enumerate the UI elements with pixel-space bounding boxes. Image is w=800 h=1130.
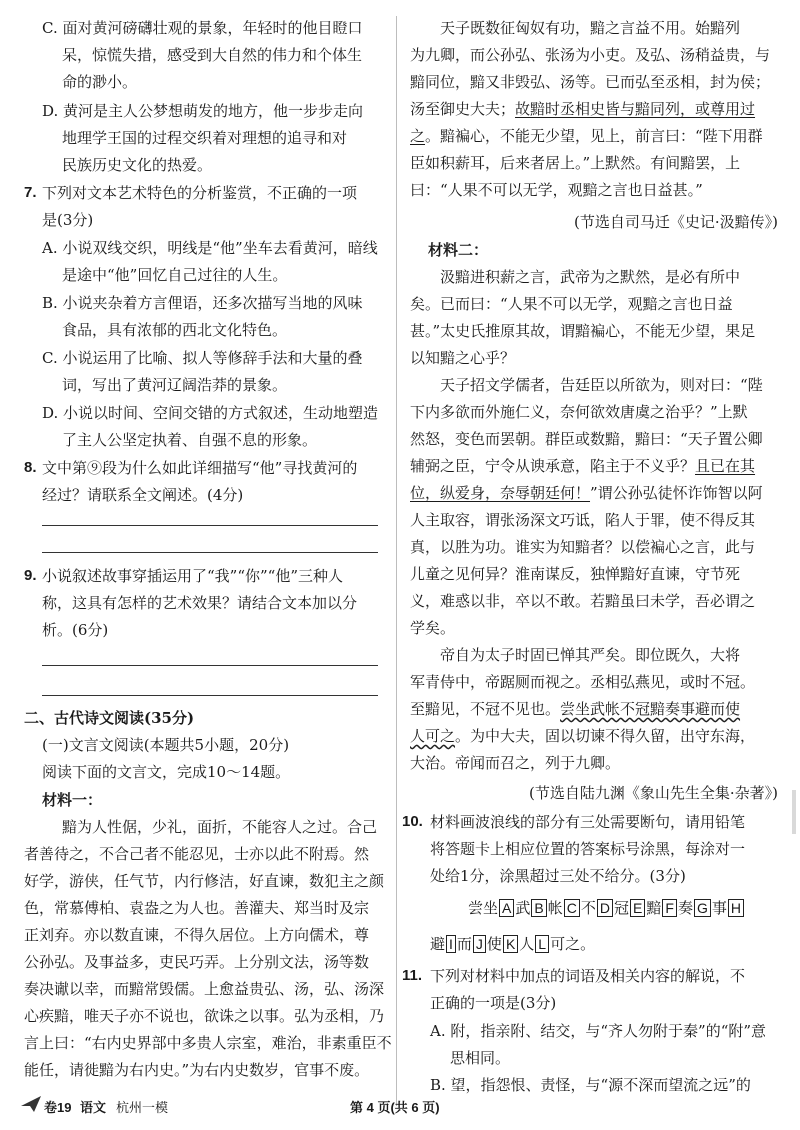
classical-text-line: 黯为人性倨，少礼，面折，不能容人之过。合己	[62, 818, 378, 836]
page-number: 第 4 页(共 6 页)	[350, 1100, 440, 1115]
classical-text-line	[410, 456, 755, 476]
break-option-box: D	[597, 899, 613, 917]
classical-text-line: 言上曰：“右内史界部中多贵人宗室，难治，非素重臣不	[24, 1034, 392, 1052]
text-fragment: 而	[456, 935, 472, 953]
q11-option-b-line-1: B. 望，指怨恨、责怪，与“源不深而望流之远”的	[430, 1076, 751, 1094]
text-fragment: 事	[711, 899, 727, 917]
question-9-number: 9.	[24, 567, 37, 584]
option-d-line-1: D. 黄河是主人公梦想萌发的地方，他一步步走向	[42, 102, 364, 120]
classical-text-line: 矣。已而曰：“人果不可以无学，观黯之言也日益	[410, 295, 733, 313]
break-options-row-1	[468, 898, 745, 918]
break-option-box: L	[535, 935, 549, 953]
question-10-line-3: 处给1分，涂黑超过三处不给分。(3分)	[430, 867, 686, 885]
section-2-heading: 二、古代诗文阅读(35分)	[24, 709, 195, 727]
option-c-line-2: 呆，惊慌失措，感受到大自然的伟力和个体生	[62, 46, 363, 64]
source-citation: (节选自陆九渊《象山先生全集·杂著》)	[529, 784, 778, 802]
underlined-sentence: 之	[410, 127, 426, 145]
exam-name: 杭州一模	[116, 1100, 169, 1115]
q7-option-a-line-1: A. 小说双线交织，明线是“他”坐车去看黄河，暗线	[42, 239, 378, 257]
text-segment: 辅弼之臣，宁令从谀承意，陷主于不义乎？	[410, 457, 696, 475]
break-option-box: H	[728, 899, 744, 917]
exam-badge: 卷19	[44, 1100, 72, 1115]
classical-text-line: 能任，请徙黯为右内史。”为右内史数岁，官事不废。	[24, 1061, 370, 1079]
break-option-box: F	[662, 899, 677, 917]
text-fragment: 避	[430, 935, 446, 953]
break-option-box: I	[446, 935, 456, 953]
classical-text-line: 然怒，变色而罢朝。群臣或数黯，黯曰：“天子置公卿	[410, 430, 763, 448]
break-option-box: E	[630, 899, 645, 917]
subsection-heading: (一)文言文阅读(本题共5小题，20分)	[42, 736, 290, 754]
answer-line	[42, 525, 378, 526]
answer-line	[42, 695, 378, 696]
break-option-box: G	[694, 899, 711, 917]
question-7-line-1: 下列对文本艺术特色的分析鉴赏，不正确的一项	[42, 184, 358, 202]
q7-option-c-line-2: 词，写出了黄河辽阔浩莽的景象。	[62, 376, 288, 394]
text-fragment: 奏	[677, 899, 693, 917]
text-fragment: 可之。	[550, 935, 596, 953]
question-11-line-2: 正确的一项是(3分)	[430, 994, 557, 1012]
break-option-box: K	[503, 935, 518, 953]
underlined-sentence: 位，纵爱身，奈辱朝廷何！	[410, 484, 591, 502]
q7-option-d-line-1: D. 小说以时间、空间交错的方式叙述，生动地塑造	[42, 404, 379, 422]
classical-text-line: 臣如积薪耳，后来者居上。”上默然。有间黯罢，上	[410, 154, 741, 172]
classical-text-line: 黯同位，黯又非毁弘、汤等。已而弘至丞相，封为侯；	[410, 73, 771, 91]
classical-text-line: 者善待之，不合己者不能忍见，士亦以此不附焉。然	[24, 845, 370, 863]
text-fragment: 黯	[646, 899, 662, 917]
text-segment: 汤至御史大夫；	[410, 100, 516, 118]
option-d-line-2: 地理学王国的过程交织着对理想的追寻和对	[62, 129, 348, 147]
classical-text-line: 奏决谳以幸，而黯常毁儒。上愈益贵弘、汤，弘、汤深	[24, 980, 385, 998]
question-9-line-1: 小说叙述故事穿插运用了“我”“你”“他”三种人	[42, 567, 344, 585]
text-fragment: 武	[515, 899, 531, 917]
classical-text-line	[410, 699, 740, 719]
classical-text-line: 为九卿，而公孙弘、张汤为小吏。及弘、汤稍益贵，与	[410, 46, 771, 64]
question-11-line-1: 下列对材料中加点的词语及相关内容的解说，不	[430, 967, 746, 985]
option-c-line-3: 命的渺小。	[62, 73, 138, 91]
underlined-sentence: 且已在其	[695, 457, 756, 475]
classical-text-line: 真，以胜为功。谁实为知黯者？以偿褊心之言，此与	[410, 538, 756, 556]
question-8-line-1: 文中第⑨段为什么如此详细描写“他”寻找黄河的	[42, 459, 358, 477]
q7-option-d-line-2: 了主人公坚定执着、自强不息的形象。	[62, 431, 318, 449]
classical-text-line: 曰：“人果不可以无学，观黯之言也日益甚。”	[410, 181, 703, 199]
classical-text-line: 以知黯之心乎？	[410, 349, 516, 367]
question-8-line-2: 经过？请联系全文阐述。(4分)	[42, 486, 244, 504]
classical-text-line	[410, 126, 763, 146]
subject-label: 语文	[80, 1100, 107, 1115]
classical-text-line: 好学，游侠，任气节，内行修洁，好直谏，数犯主之颜	[24, 872, 385, 890]
text-segment: 至黯见，不冠不见也。	[410, 700, 561, 718]
text-fragment: 尝坐	[468, 899, 499, 917]
question-7-number: 7.	[24, 184, 37, 201]
break-option-box: J	[473, 935, 486, 953]
text-segment: 。黯褊心，不能无少望，见上，前言曰：“陛下用群	[425, 127, 763, 145]
answer-line	[42, 552, 378, 553]
q11-option-a-line-1: A. 附，指亲附、结交，与“齐人勿附于秦”的“附”意	[430, 1022, 767, 1040]
reading-instruction: 阅读下面的文言文，完成10～14题。	[42, 763, 291, 781]
material-2-title: 材料二：	[428, 241, 489, 259]
question-11-number: 11.	[402, 967, 423, 984]
wavy-underlined-passage: 尝坐武帐不冠黯奏事避而使	[560, 700, 741, 718]
question-7-line-2: 是(3分)	[42, 211, 94, 229]
classical-text-line: 军青侍中，帝踞厕而视之。丞相弘燕见，或时不冠。	[410, 673, 756, 691]
scrollbar-thumb[interactable]	[792, 790, 796, 834]
paper-plane-icon	[20, 1094, 42, 1114]
classical-text-line: 天子招文学儒者，告廷臣以所欲为，则对曰：“陛	[440, 376, 763, 394]
classical-text-line: 儿童之见何异？淮南谋反，独惮黯好直谏，守节死	[410, 565, 741, 583]
question-9-line-2: 称，这具有怎样的艺术效果？请结合文本加以分	[42, 594, 358, 612]
page-footer	[20, 1092, 780, 1118]
classical-text-line: 学矣。	[410, 619, 456, 637]
classical-text-line: 色，常慕傅柏、袁盎之为人也。善灌夫、郑当时及宗	[24, 899, 370, 917]
option-d-line-3: 民族历史文化的热爱。	[62, 156, 213, 174]
question-10-line-1: 材料画波浪线的部分有三处需要断句，请用铅笔	[430, 813, 746, 831]
underlined-sentence: 故黯时丞相史皆与黯同列，或尊用过	[515, 100, 756, 118]
text-segment: 。为中大夫，固以切谏不得久留，出守东海，	[455, 727, 756, 745]
text-fragment: 不	[580, 899, 596, 917]
text-fragment: 冠	[614, 899, 630, 917]
classical-text-line	[410, 726, 755, 746]
break-option-box: C	[564, 899, 580, 917]
classical-text-line: 大治。帝闻而召之，列于九卿。	[410, 754, 621, 772]
q7-option-c-line-1: C. 小说运用了比喻、拟人等修辞手法和大量的叠	[42, 349, 363, 367]
q7-option-a-line-2: 是途中“他”回忆自己过往的人生。	[62, 266, 288, 284]
classical-text-line: 帝自为太子时固已惮其严矣。即位既久，大将	[440, 646, 741, 664]
classical-text-line	[410, 483, 763, 503]
answer-line	[42, 665, 378, 666]
question-8-number: 8.	[24, 459, 37, 476]
question-9-line-3: 析。(6分)	[42, 621, 109, 639]
classical-text-line	[410, 99, 755, 119]
text-fragment: 帐	[547, 899, 563, 917]
option-c-line-1: C. 面对黄河磅礴壮观的景象，年轻时的他目瞪口	[42, 19, 363, 37]
wavy-underlined-passage: 人可之	[410, 727, 456, 745]
classical-text-line: 正刘弃。亦以数直谏，不得久居位。上方向儒术，尊	[24, 926, 370, 944]
material-1-title: 材料一：	[42, 791, 103, 809]
column-divider	[396, 16, 397, 1106]
classical-text-line: 天子既数征匈奴有功，黯之言益不用。始黯列	[440, 19, 741, 37]
break-options-row-2	[430, 934, 595, 954]
question-10-number: 10.	[402, 813, 423, 830]
classical-text-line: 人主取容，谓张汤深文巧诋，陷人于罪，使不得反其	[410, 511, 756, 529]
break-option-box: B	[531, 899, 546, 917]
classical-text-line: 公孙弘。及事益多，吏民巧弄。上分别文法，汤等数	[24, 953, 370, 971]
text-fragment: 使	[486, 935, 502, 953]
classical-text-line: 甚。”太史氏推原其故，谓黯褊心，不能无少望，果足	[410, 322, 756, 340]
classical-text-line: 汲黯进积薪之言，武帝为之默然，是必有所中	[440, 268, 741, 286]
classical-text-line: 下内多欲而外施仁义，奈何欲效唐虞之治乎？”上默	[410, 403, 748, 421]
source-citation: (节选自司马迁《史记·汲黯传》)	[574, 213, 778, 231]
classical-text-line: 义，难惑以非，卒以不敢。若黯虽曰未学，吾必谓之	[410, 592, 756, 610]
text-fragment: 人	[519, 935, 535, 953]
classical-text-line: 心疾黯，唯天子亦不说也，欲诛之以事。弘为丞相，乃	[24, 1007, 385, 1025]
question-10-line-2: 将答题卡上相应位置的答案标号涂黑，每涂对一	[430, 840, 746, 858]
q7-option-b-line-2: 食品，具有浓郁的西北文化特色。	[62, 321, 288, 339]
break-option-box: A	[499, 899, 514, 917]
text-segment: ”谓公孙弘徒怀诈饰智以阿	[590, 484, 763, 502]
q7-option-b-line-1: B. 小说夹杂着方言俚语，还多次描写当地的风味	[42, 294, 363, 312]
q11-option-a-line-2: 思相同。	[450, 1049, 511, 1067]
